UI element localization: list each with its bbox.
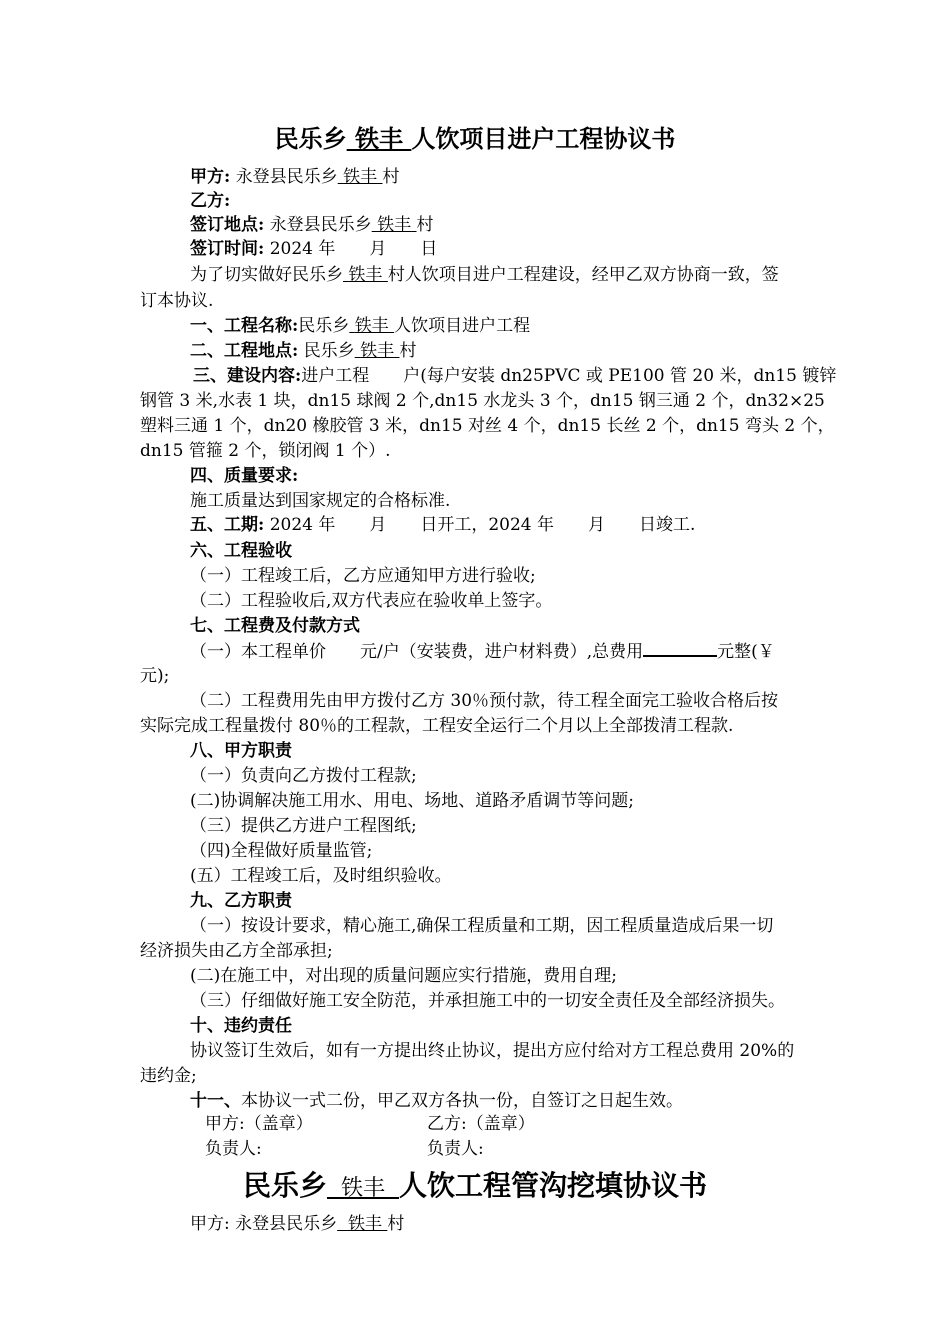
section-8-heading: 八、甲方职责 (190, 741, 292, 761)
section-11: 十一、本协议一式二份，甲乙双方各执一份，自签订之日起生效。 (190, 1091, 683, 1111)
second-contract-title: 民乐乡 铁丰 人饮工程管沟挖填协议书 (242, 1169, 708, 1202)
section-7-heading: 七、工程费及付款方式 (190, 616, 360, 636)
section-2: 二、工程地点: 民乐乡 铁丰 村 (190, 341, 417, 361)
section-9-item-3: （三）仔细做好施工安全防范，并承担施工中的一切安全责任及全部经济损失。 (190, 991, 785, 1011)
section-7-item-1-cont: 元); (140, 666, 170, 686)
section-10-text: 协议签订生效后，如有一方提出终止协议，提出方应付给对方工程总费用 20%的 (190, 1041, 795, 1061)
intro-line-1: 为了切实做好民乐乡 铁丰 村人饮项目进户工程建设，经甲乙双方协商一致，签 (190, 265, 779, 285)
signing-time: 签订时间: 2024 年 月 日 (190, 239, 438, 259)
section-3-line-4: dn15 管箍 2 个，锁闭阀 1 个）. (140, 441, 391, 461)
section-3-line-1: 三、建设内容:进户工程 户(每户安装 dn25PVC 或 PE100 管 20 米，dn15 镀锌 (193, 366, 837, 386)
section-7-item-2: （二）工程费用先由甲方拨付乙方 30％预付款，待工程全面完工验收合格后按 (190, 691, 779, 711)
section-6-item-1: （一）工程竣工后，乙方应通知甲方进行验收; (190, 566, 536, 586)
intro-line-2: 订本协议. (140, 291, 214, 311)
section-7-item-2-cont: 实际完成工程量拨付 80％的工程款，工程安全运行二个月以上全部拨清工程款. (140, 716, 734, 736)
section-10-text-cont: 违约金; (140, 1066, 197, 1086)
title-village: 铁丰 (355, 124, 403, 153)
signing-place: 签订地点: 永登县民乐乡 铁丰 村 (190, 215, 434, 235)
section-4-heading: 四、质量要求: (190, 466, 299, 486)
contract-title: 民乐乡 铁丰 人饮项目进户工程协议书 (274, 124, 676, 153)
section-9-item-1-cont: 经济损失由乙方全部承担; (140, 941, 333, 961)
section-8-item-5: (五）工程竣工后，及时组织验收。 (190, 866, 452, 886)
section-5: 五、工期: 2024 年 月 日开工，2024 年 月 日竣工. (190, 515, 696, 535)
party-b-seal: 乙方:（盖章） (427, 1114, 535, 1134)
section-3-line-3: 塑料三通 1 个，dn20 橡胶管 3 米，dn15 对丝 4 个，dn15 长丝 2 个，dn15 弯头 2 个， (140, 416, 835, 436)
second-party-a: 甲方: 永登县民乐乡 铁丰 村 (190, 1214, 405, 1234)
section-6-heading: 六、工程验收 (190, 541, 292, 561)
section-6-item-2: （二）工程验收后,双方代表应在验收单上签字。 (190, 591, 553, 611)
section-10-heading: 十、违约责任 (190, 1016, 292, 1036)
section-8-item-2: (二)协调解决施工用水、用电、场地、道路矛盾调节等问题; (190, 791, 634, 811)
section-7-item-1: （一）本工程单价 元/户（安装费，进户材料费）,总费用 元整(￥ (190, 639, 850, 664)
party-b-responsible: 负责人: (427, 1139, 484, 1159)
section-8-item-4: （四)全程做好质量监管; (190, 841, 373, 861)
section-3-line-2: 钢管 3 米,水表 1 块，dn15 球阀 2 个,dn15 水龙头 3 个，dn15 钢三通 2 个，dn32×25 (140, 391, 825, 411)
party-a-seal: 甲方:（盖章） (205, 1114, 313, 1134)
section-9-item-1: （一）按设计要求，精心施工,确保工程质量和工期，因工程质量造成后果一切 (190, 916, 774, 936)
section-9-item-2: (二)在施工中，对出现的质量问题应实行措施，费用自理; (190, 966, 617, 986)
total-fee-blank (643, 639, 717, 657)
section-9-heading: 九、乙方职责 (190, 891, 292, 911)
section-4-text: 施工质量达到国家规定的合格标准. (190, 491, 451, 511)
party-b: 乙方: (190, 191, 231, 211)
section-8-item-3: （三）提供乙方进户工程图纸; (190, 816, 417, 836)
party-a: 甲方: 永登县民乐乡 铁丰 村 (190, 167, 400, 187)
section-1: 一、工程名称:民乐乡 铁丰 人饮项目进户工程 (190, 316, 531, 336)
party-a-responsible: 负责人: (205, 1139, 262, 1159)
section-8-item-1: （一）负责向乙方拨付工程款; (190, 766, 417, 786)
